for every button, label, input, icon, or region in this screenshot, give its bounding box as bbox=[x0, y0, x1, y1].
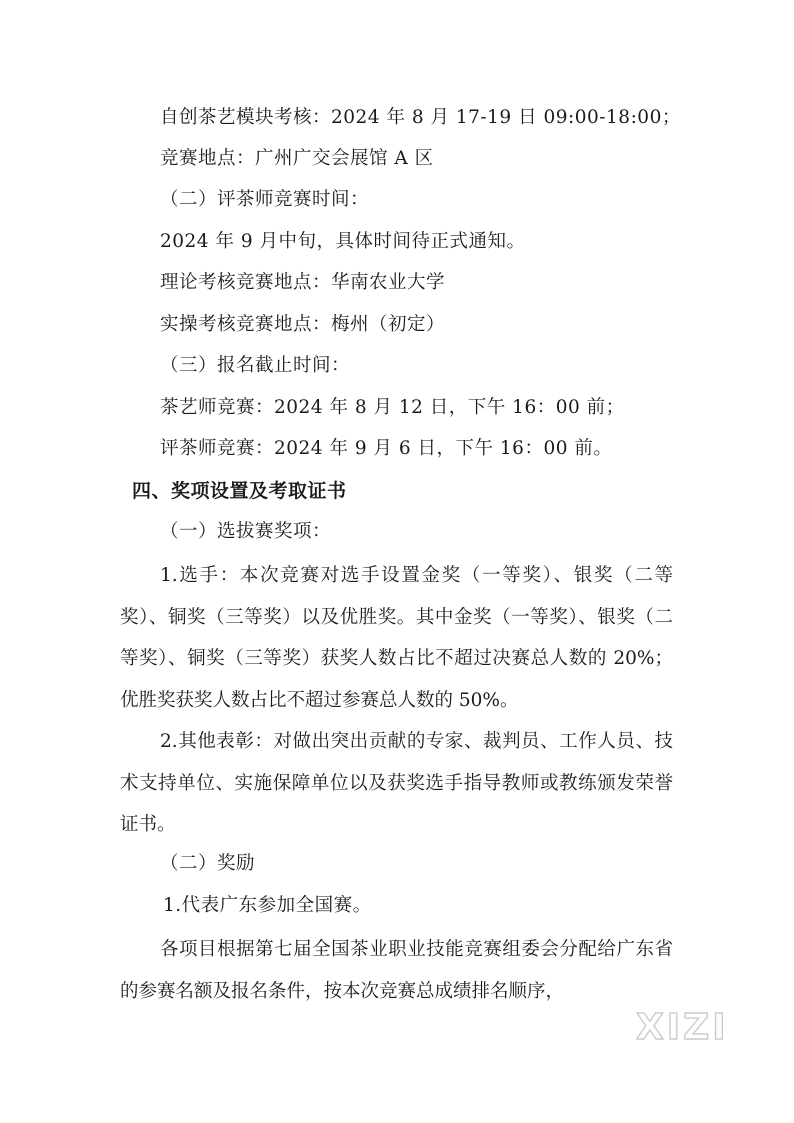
watermark-logo bbox=[636, 1007, 741, 1048]
text-line-theory-venue: 理论考核竞赛地点：华南农业大学 bbox=[160, 272, 446, 293]
section-heading-tea-taster-time: （二）评茶师竞赛时间： bbox=[160, 189, 370, 210]
text-line-represent-guangdong: 1.代表广东参加全国赛。 bbox=[163, 895, 372, 916]
watermark-text: XIZI bbox=[636, 1007, 729, 1048]
paragraph-quota: 各项目根据第七届全国茶业职业技能竞赛组委会分配给广东省的参赛名额及报名条件，按本次竞赛总成绩排名顺序， bbox=[120, 939, 673, 1002]
text-line-practical-venue: 实操考核竞赛地点：梅州（初定） bbox=[160, 314, 446, 335]
section-heading-deadline: （三）报名截止时间： bbox=[160, 355, 351, 376]
heading-awards: 四、奖项设置及考取证书 bbox=[132, 480, 347, 502]
text-line-tea-art-deadline: 茶艺师竞赛：2024 年 8 月 12 日，下午 16：00 前； bbox=[160, 397, 625, 418]
section-heading-selection-awards: （一）选拔赛奖项： bbox=[160, 521, 332, 542]
text-line-tea-taster-date: 2024 年 9 月中旬，具体时间待正式通知。 bbox=[160, 231, 526, 252]
text-line-venue: 竞赛地点：广州广交会展馆 A 区 bbox=[160, 148, 434, 169]
text-line-tea-taster-deadline: 评茶师竞赛：2024 年 9 月 6 日，下午 16：00 前。 bbox=[160, 438, 613, 459]
section-heading-rewards: （二）奖励 bbox=[160, 853, 256, 874]
paragraph-other-honors: 2.其他表彰：对做出突出贡献的专家、裁判员、工作人员、技术支持单位、实施保障单位以及获奖选手指导教师或教练颁发荣誉证书。 bbox=[120, 731, 673, 835]
text-line-module-assessment: 自创茶艺模块考核：2024 年 8 月 17-19 日 09:00-18:00； bbox=[160, 107, 681, 128]
paragraph-contestants: 1.选手：本次竞赛对选手设置金奖（一等奖）、银奖（二等奖）、铜奖（三等奖）以及优胜奖。其中金奖（一等奖）、银奖（二等奖）、铜奖（三等奖）获奖人数占比不超过决赛总人数的 20%；优胜奖获奖人数占比不超过参赛总人数的 50%。 bbox=[120, 565, 673, 711]
